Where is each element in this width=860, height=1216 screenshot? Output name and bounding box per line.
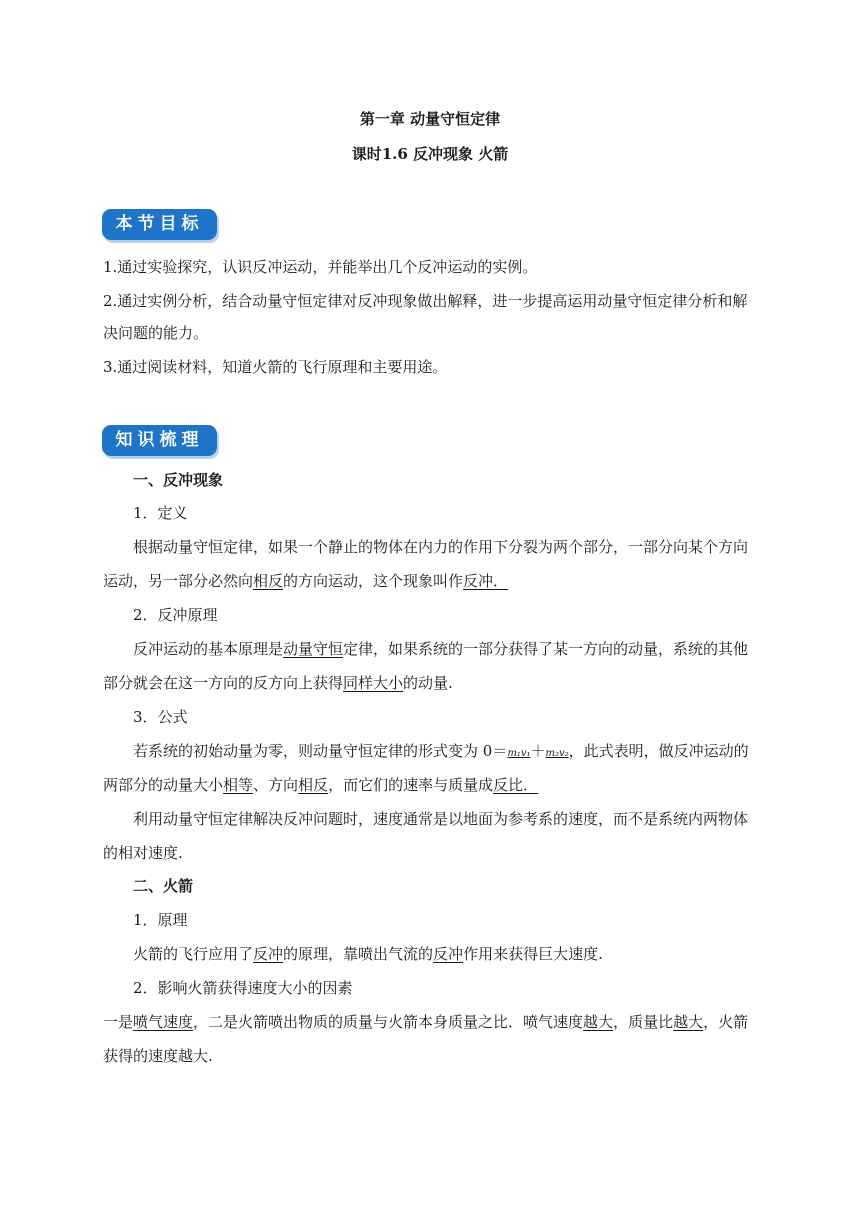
section-heading: 一、反冲现象 bbox=[133, 471, 224, 489]
paragraph-line: 一是喷气速度，二是火箭喷出物质的质量与火箭本身质量之比．喷气速度越大，质量比越大，火箭 bbox=[103, 1013, 749, 1031]
answer-fill: 反冲． bbox=[463, 572, 509, 590]
answer-fill: 同样大小 bbox=[343, 674, 404, 692]
answer-fill: 反冲 bbox=[433, 945, 464, 963]
subheading: 2．反冲原理 bbox=[133, 606, 218, 624]
chapter-title: 第一章 动量守恒定律 bbox=[359, 110, 501, 128]
goals-badge: 本节目标 bbox=[102, 209, 217, 240]
formula-term: m₁v₁ bbox=[507, 748, 531, 759]
paragraph-line: 运动，另一部分必然向相反的方向运动，这个现象叫作反冲． bbox=[103, 572, 509, 590]
answer-fill: 相反 bbox=[298, 776, 329, 794]
formula-term: m₂v₂ bbox=[545, 748, 569, 759]
answer-fill: 越大 bbox=[673, 1013, 704, 1031]
paragraph-line: 若系统的初始动量为零，则动量守恒定律的形式变为 0＝m₁v₁＋m₂v₂，此式表明，做反冲运动的 bbox=[133, 742, 749, 760]
paragraph-line: 反冲运动的基本原理是动量守恒定律，如果系统的一部分获得了某一方向的动量，系统的其他 bbox=[133, 640, 749, 658]
subheading: 1．定义 bbox=[133, 504, 188, 522]
knowledge-badge: 知识梳理 bbox=[102, 425, 217, 456]
subheading: 1．原理 bbox=[133, 911, 188, 929]
paragraph-line: 根据动量守恒定律，如果一个静止的物体在内力的作用下分裂为两个部分，一部分向某个方向 bbox=[133, 538, 749, 556]
answer-fill: 相反 bbox=[253, 572, 284, 590]
subheading: 2．影响火箭获得速度大小的因素 bbox=[133, 979, 353, 997]
paragraph-line: 部分就会在这一方向的反方向上获得同样大小的动量. bbox=[103, 674, 453, 692]
paragraph-line: 两部分的动量大小相等、方向相反，而它们的速率与质量成反比． bbox=[103, 776, 539, 794]
paragraph-line: 获得的速度越大. bbox=[103, 1047, 213, 1065]
goal-item: 决问题的能力。 bbox=[103, 324, 209, 342]
subheading: 3．公式 bbox=[133, 708, 188, 726]
answer-fill: 反冲 bbox=[253, 945, 284, 963]
goal-item: 1.通过实验探究，认识反冲运动，并能举出几个反冲运动的实例。 bbox=[103, 258, 538, 276]
lesson-title: 课时1.6 反冲现象 火箭 bbox=[351, 145, 509, 163]
paragraph-line: 火箭的飞行应用了反冲的原理，靠喷出气流的反冲作用来获得巨大速度. bbox=[133, 945, 603, 963]
section-heading: 二、火箭 bbox=[133, 877, 194, 895]
answer-fill: 相等 bbox=[223, 776, 254, 794]
answer-fill: 反比． bbox=[493, 776, 539, 794]
goal-item: 2.通过实例分析，结合动量守恒定律对反冲现象做出解释，进一步提高运用动量守恒定律分析和解 bbox=[103, 292, 748, 310]
paragraph-line: 利用动量守恒定律解决反冲问题时，速度通常是以地面为参考系的速度，而不是系统内两物体 bbox=[133, 810, 749, 828]
answer-fill: 越大 bbox=[583, 1013, 614, 1031]
answer-fill: 喷气速度 bbox=[133, 1013, 194, 1031]
goal-item: 3.通过阅读材料，知道火箭的飞行原理和主要用途。 bbox=[103, 358, 448, 376]
paragraph-line: 的相对速度. bbox=[103, 844, 183, 862]
answer-fill: 动量守恒 bbox=[283, 640, 344, 658]
